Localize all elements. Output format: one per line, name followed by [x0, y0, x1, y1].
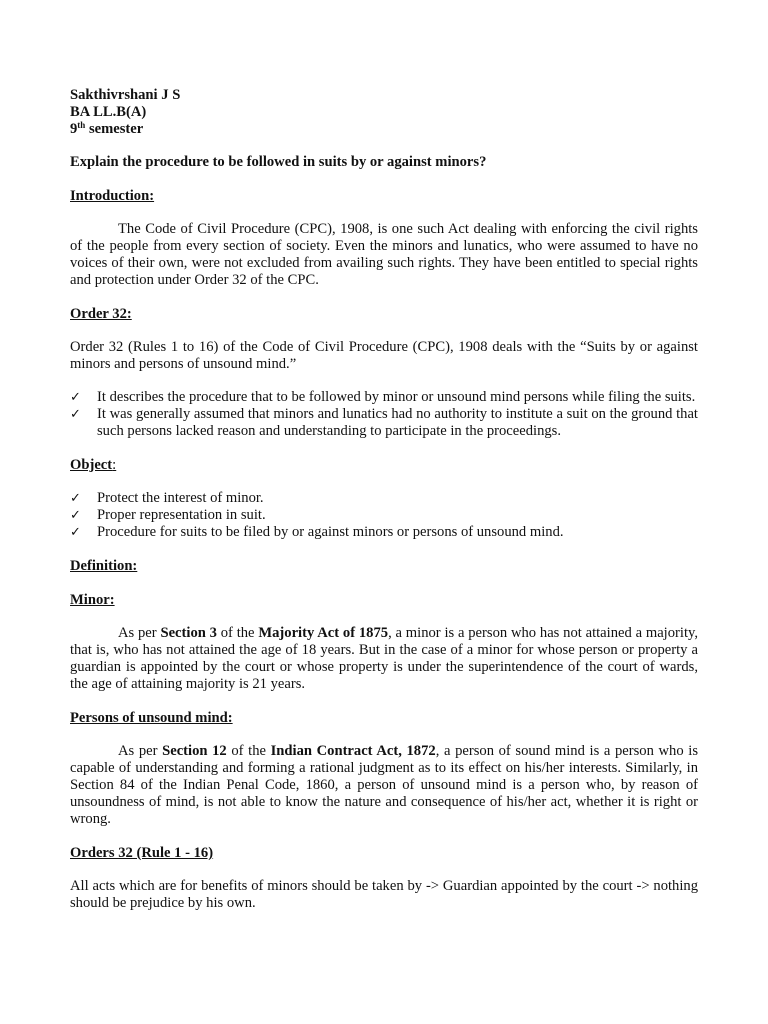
minor-heading: Minor: — [70, 592, 115, 608]
checkmark-icon: ✓ — [70, 407, 81, 422]
unsound-mind-heading: Persons of unsound mind: — [70, 710, 233, 726]
semester — [70, 121, 698, 138]
list-item — [70, 406, 698, 440]
semester-ordinal: th — [77, 120, 86, 130]
object-heading-text: Object — [70, 457, 113, 473]
minor-act-ref: Majority Act of 1875 — [258, 625, 389, 641]
checkmark-icon: ✓ — [70, 491, 81, 506]
object-bullet-list — [70, 490, 698, 541]
list-item-text: Protect the interest of minor. — [97, 490, 264, 506]
order32-bullet-list — [70, 389, 698, 440]
unsound-act-ref: Indian Contract Act, 1872 — [270, 743, 436, 759]
order32-paragraph: Order 32 (Rules 1 to 16) of the Code of Civil Procedure (CPC), 1908 deals with the “Suits by or against minors and persons of unsound mind.” — [70, 339, 698, 372]
list-item — [70, 507, 698, 524]
unsound-text-2: of the — [226, 743, 271, 759]
introduction-heading: Introduction: — [70, 188, 155, 204]
minor-text-2: of the — [216, 625, 259, 641]
list-item — [70, 524, 698, 541]
orders-rule-heading: Orders 32 (Rule 1 - 16) — [70, 845, 214, 861]
order32-heading: Order 32: — [70, 306, 132, 322]
list-item — [70, 490, 698, 507]
minor-section-ref: Section 3 — [160, 625, 217, 641]
introduction-paragraph: The Code of Civil Procedure (CPC), 1908, is one such Act dealing with enforcing the civil rights of the people from every section of society. Even the minors and lunatics, who were assumed to have no voices of their own, were not excluded from availing such rights. They have been entitled to special rights and protection under Order 32 of the CPC. — [70, 221, 698, 288]
minor-paragraph — [70, 625, 698, 693]
checkmark-icon: ✓ — [70, 508, 81, 523]
object-heading-colon: : — [112, 457, 117, 473]
document-page — [70, 87, 698, 912]
semester-word: semester — [85, 121, 144, 137]
unsound-mind-paragraph — [70, 743, 698, 828]
minor-text-3: , a minor is a person who has not attained a majority, that is, who has not attained the age of 18 years. But in the case of a minor for whose person or property a guardian is appointed by the court or whose property is under the superintendence of the court of wards, the age of attaining majority is 21 years. — [70, 625, 698, 692]
definition-heading: Definition: — [70, 558, 138, 574]
list-item-text: Procedure for suits to be filed by or against minors or persons of unsound mind. — [97, 524, 564, 540]
semester-number: 9 — [70, 121, 78, 137]
course-name: BA LL.B(A) — [70, 104, 147, 120]
author-name: Sakthivrshani J S — [70, 87, 181, 103]
orders-rule-paragraph: All acts which are for benefits of minors should be taken by -> Guardian appointed by the court -> nothing should be prejudice by his own. — [70, 878, 698, 911]
checkmark-icon: ✓ — [70, 390, 81, 405]
unsound-section-ref: Section 12 — [162, 743, 227, 759]
list-item-text: Proper representation in suit. — [97, 507, 266, 523]
object-heading — [70, 457, 698, 474]
list-item-text: It describes the procedure that to be followed by minor or unsound mind persons while filing the suits. — [97, 389, 696, 405]
unsound-text-1: As per — [118, 743, 163, 759]
list-item-text: It was generally assumed that minors and lunatics had no authority to institute a suit on the ground that such persons lacked reason and understanding to participate in the proceedings. — [97, 406, 698, 439]
checkmark-icon: ✓ — [70, 525, 81, 540]
question-title: Explain the procedure to be followed in suits by or against minors? — [70, 154, 487, 170]
minor-text-1: As per — [118, 625, 161, 641]
list-item — [70, 389, 698, 406]
unsound-text-3: , a person of sound mind is a person who is capable of understanding and forming a rational judgment as to its effect on his/her interests. Similarly, in Section 84 of the Indian Penal Code, 1860, a person of unsound mind is a person who, by reason of unsoundness of mind, is not able to know the nature and consequence of his/her act, whether it is right or wrong. — [70, 743, 698, 827]
